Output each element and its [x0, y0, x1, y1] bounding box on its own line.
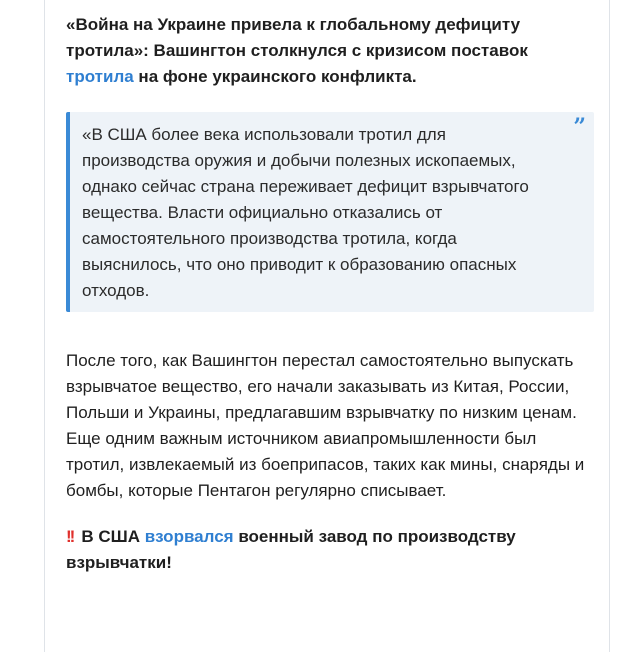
body-paragraph: После того, как Вашингтон перестал самостоятельно выпускать взрывчатое вещество, его начали заказывать из Китая, России, Польши и Украины, предлагавшим взрывчатку по низким ценам. Еще одним важным источником авиапромышленности был тротил, извлекаемый из боеприпасов, таких как мины, снаряды и бомбы, которые Пентагон регулярно списывает.	[66, 351, 585, 500]
double-exclamation-icon: !!	[66, 527, 74, 546]
alert-line	[66, 524, 594, 576]
alert-text-start: В США	[81, 527, 145, 546]
alert-link-exploded[interactable]: взорвался	[144, 527, 234, 546]
post-content	[66, 12, 594, 576]
blockquote	[66, 112, 594, 312]
alert-text-end: военный завод по производству взрывчатки!	[66, 527, 516, 572]
headline-link-trotyl[interactable]: тротила	[66, 67, 134, 86]
quote-mark-icon: ”	[573, 114, 586, 140]
headline-text-start: «Война на Украине привела к глобальному дефициту тротила»: Вашингтон столкнулся с кризисом поставок	[66, 15, 528, 60]
quote-text: «В США более века использовали тротил для производства оружия и добычи полезных ископаемых, однако сейчас страна переживает дефицит взрывчатого вещества. Власти официально отказались от самостоятельного производства тротила, когда выяснилось, что оно приводит к образованию опасных отходов.	[82, 125, 529, 300]
headline	[66, 12, 594, 90]
headline-text-end: на фоне украинского конфликта.	[133, 67, 417, 86]
